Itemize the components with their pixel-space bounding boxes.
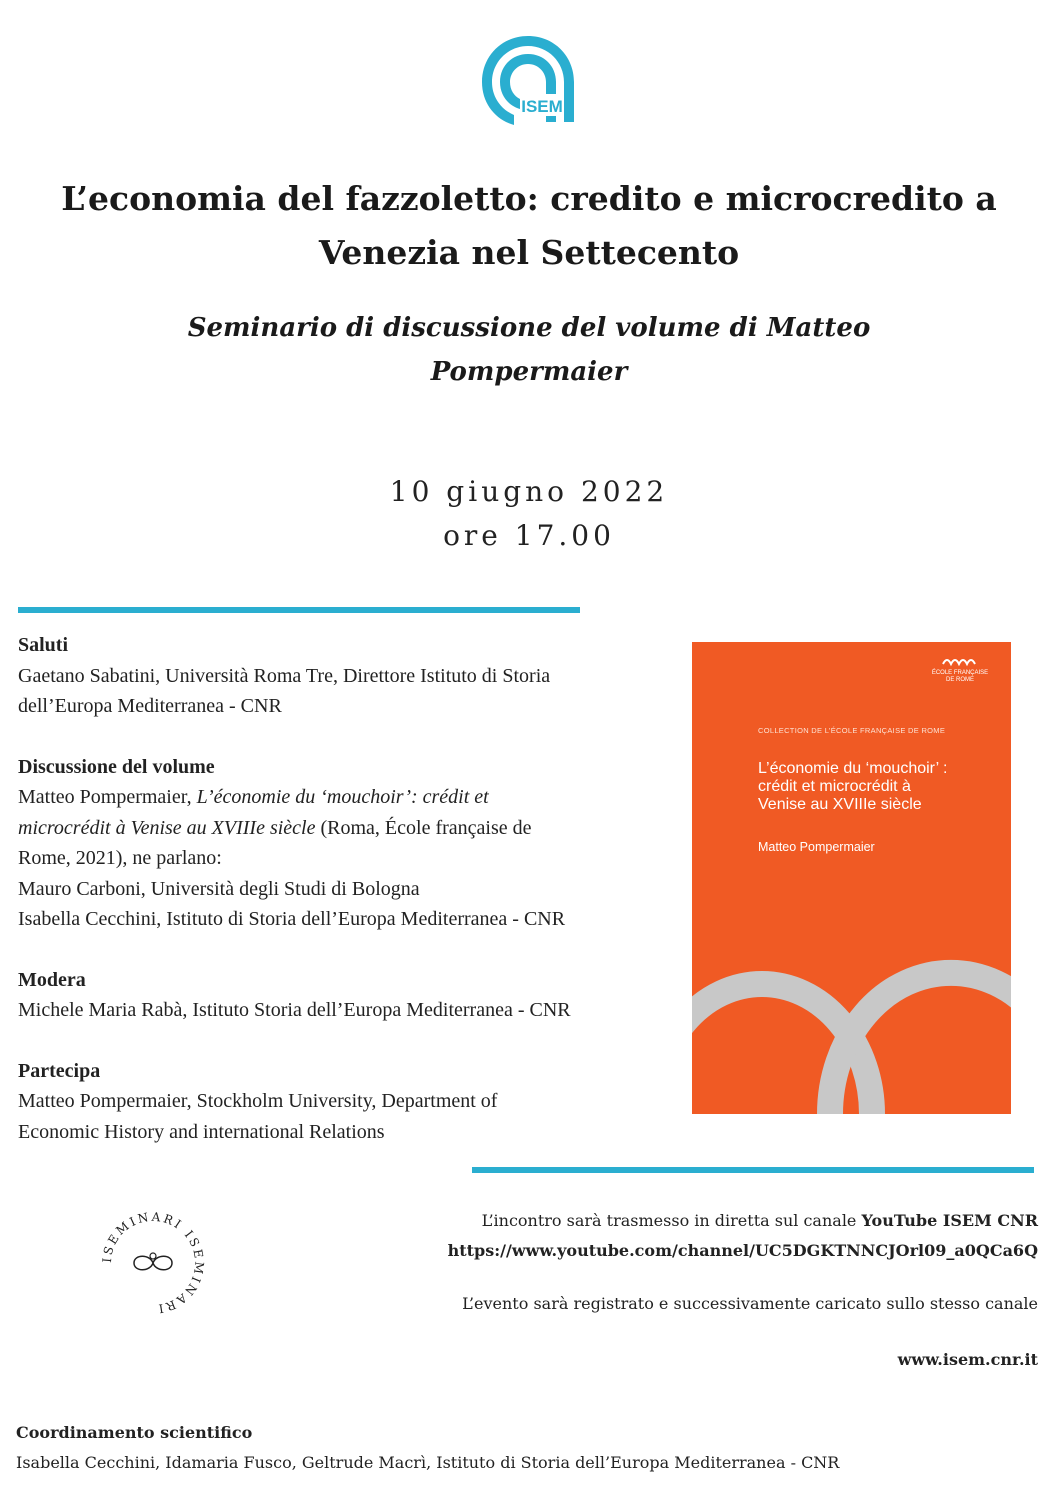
section-heading: Modera [18, 968, 86, 991]
divider-bottom [472, 1167, 1034, 1173]
section-line: Gaetano Sabatini, Università Roma Tre, Direttore Istituto di Storia [18, 664, 551, 687]
section-heading: Saluti [18, 634, 69, 656]
section-line: Michele Maria Rabà, Istituto Storia dell’Europa Mediterranea - CNR [18, 999, 571, 1021]
book-cover-image [692, 642, 1011, 1114]
book-publisher-mark: ÉCOLE FRANÇAISE DE ROME [931, 670, 989, 683]
book-title-part2: microcrédit à Venise au XVIIIe siècle [18, 816, 316, 839]
event-title-line1: L’economia del fazzoletto: credito e microcredito a [61, 179, 997, 218]
section-line: Economic History and international Relations [18, 1120, 385, 1143]
book-cover-title-line: L’économie du ‘mouchoir’ : [758, 760, 948, 777]
seminari-logo [98, 1208, 208, 1318]
divider-top [18, 607, 580, 613]
event-subtitle-line2: Pompermaier [430, 357, 628, 387]
section-heading: Partecipa [18, 1059, 101, 1082]
website-link[interactable]: www.isem.cnr.it [897, 1350, 1038, 1369]
event-date: 10 giugno 2022 [389, 475, 669, 508]
section-line: dell’Europa Mediterranea - CNR [18, 695, 282, 717]
event-title [20, 172, 1038, 280]
section-line: Matteo Pompermaier, Stockholm University, Department of [18, 1090, 498, 1112]
scientific-coordination [16, 1418, 1046, 1478]
speaker: Mauro Carboni, Università degli Studi di Bologna [18, 877, 420, 900]
event-subtitle [60, 306, 998, 394]
book-title-part1: L’économie du ‘mouchoir’: crédit et [196, 786, 489, 808]
coordination-heading: Coordinamento scientifico [16, 1423, 253, 1442]
book-collection: COLLECTION DE L’ÉCOLE FRANÇAISE DE ROME [758, 726, 946, 735]
book-cover-title-line: Venise au XVIIIe siècle [758, 796, 922, 813]
section-discussione [18, 752, 688, 935]
program [18, 630, 688, 1177]
section-saluti [18, 630, 688, 722]
section-heading: Discussione del volume [18, 755, 215, 778]
book-reference-line1 [18, 782, 688, 813]
event-datetime [0, 470, 1058, 558]
event-subtitle-line1: Seminario di discussione del volume di Matteo [187, 313, 871, 343]
book-publisher-part1: (Roma, École française de [315, 816, 532, 839]
isem-logo [474, 30, 582, 130]
book-cover-title-line: crédit et microcrédit à [758, 778, 911, 795]
youtube-channel-link[interactable]: https://www.youtube.com/channel/UC5DGKTNNCJOrl09_a0QCa6Q [447, 1241, 1038, 1260]
isem-logo-text: ISEM [521, 97, 563, 116]
event-title-line2: Venezia nel Settecento [318, 233, 740, 272]
book-reference-line2 [18, 813, 688, 844]
book-cover-author: Matteo Pompermaier [758, 840, 875, 854]
broadcast-text: L’incontro sarà trasmesso in diretta sul canale [481, 1211, 862, 1230]
youtube-channel-name: YouTube ISEM CNR [861, 1211, 1038, 1230]
event-time: ore 17.00 [443, 519, 615, 552]
section-partecipa [18, 1056, 688, 1148]
seminari-logo-text: ISEMINARI ISEMINARI [99, 1209, 207, 1316]
book-author: Matteo Pompermaier, [18, 786, 197, 808]
coordination-names: Isabella Cecchini, Idamaria Fusco, Geltrude Macrì, Istituto di Storia dell’Europa Mediterranea - CNR [16, 1453, 840, 1472]
speaker: Isabella Cecchini, Istituto di Storia dell’Europa Mediterranea - CNR [18, 908, 566, 930]
broadcast-line [318, 1206, 1038, 1236]
book-publisher-part2: Rome, 2021), ne parlano: [18, 847, 222, 869]
recording-note: L’evento sarà registrato e successivamente caricato sullo stesso canale [462, 1294, 1038, 1313]
broadcast-info [318, 1206, 1038, 1266]
book-cover-arcs [692, 642, 1011, 1114]
section-modera [18, 965, 688, 1026]
